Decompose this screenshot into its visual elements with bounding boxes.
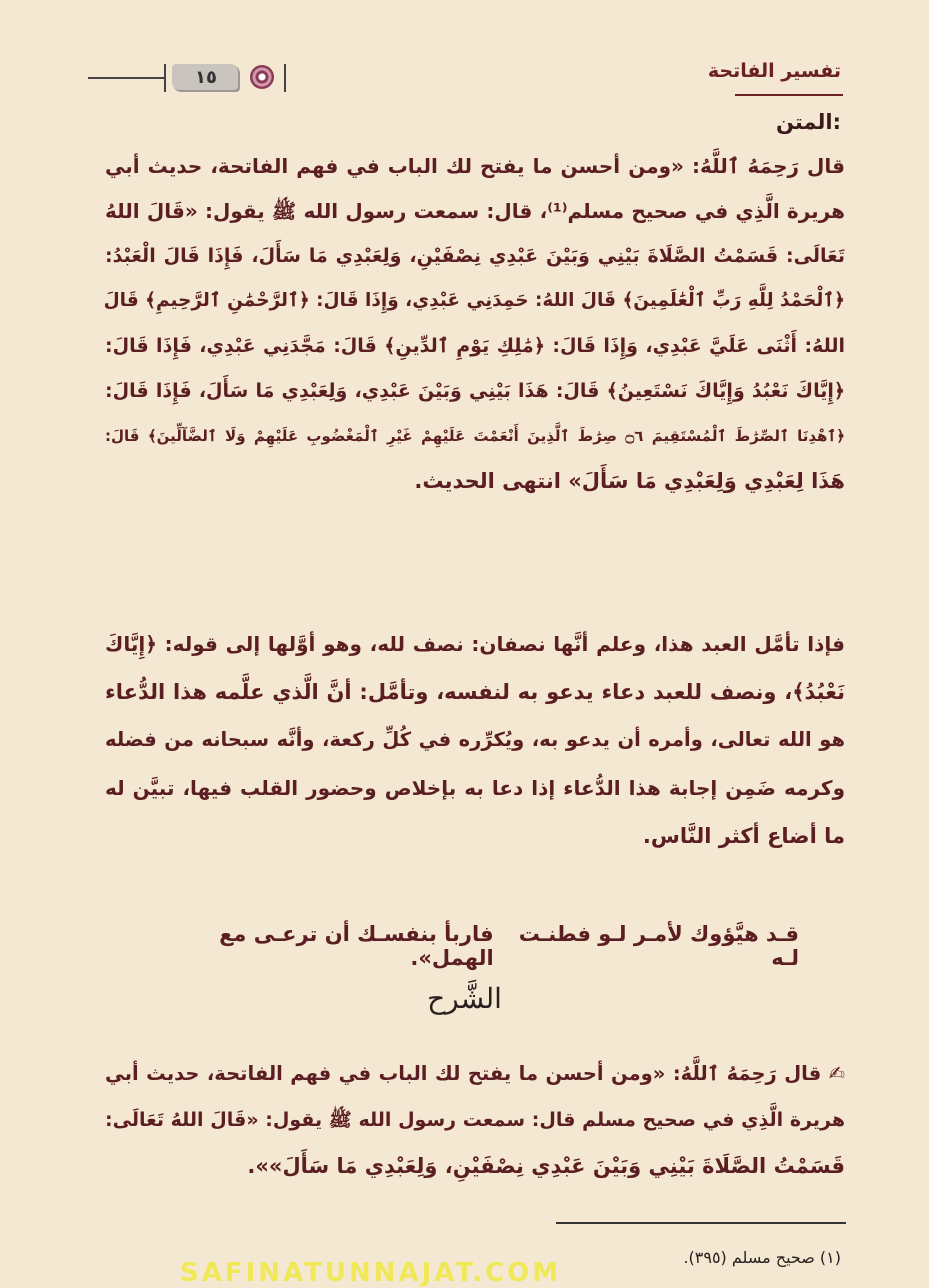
text-line: ﴿إِيَّاكَ نَعْبُدُ وَإِيَّاكَ نَسْتَعِينُ﴾ قَالَ: هَذَا بَيْنِي وَبَيْنَ عَبْدِي، وَلِعَبْدِي مَا سَأَلَ، فَإِذَا قَالَ:	[105, 380, 845, 402]
text-line: هريرة الَّذِي في صحيح مسلم قال: سمعت رسول الله ﷺ يقول: «قَالَ اللهُ تَعَالَى:	[105, 1109, 845, 1131]
text-line: فإذا تأمَّل العبد هذا، وعلم أنَّها نصفان: نصف لله، وهو أوَّلها إلى قوله: ﴿إِيَّاكَ	[105, 632, 845, 656]
header-left-rule	[88, 77, 164, 79]
text-line: نَعْبُدُ﴾، ونصف للعبد دعاء يدعو به لنفسه، وتأمَّل: أنَّ الَّذي علَّمه هذا الدُّعاء	[105, 680, 845, 704]
section-title: المتن:	[775, 110, 841, 134]
running-header-title: تفسير الفاتحة	[707, 60, 841, 82]
text-line: هو الله تعالى، وأمره أن يدعو به، ويُكرِّره في كُلِّ ركعة، وأنَّه سبحانه من فضله	[105, 728, 845, 751]
text-line: هَذَا لِعَبْدِي وَلِعَبْدِي مَا سَأَلَ» انتهى الحديث.	[414, 469, 845, 493]
ornament-icon	[250, 65, 274, 89]
footnote-rule	[556, 1222, 846, 1224]
verse-second-hemistich: فاربأ بنفسـك أن ترعـى مع الهمل».	[219, 922, 494, 970]
sharh-heading: الشَّرح	[427, 982, 502, 1015]
header-divider	[164, 64, 166, 92]
footnote: (١) صحيح مسلم (٣٩٥).	[683, 1248, 841, 1267]
text-line: قال رَحِمَهُ ٱللَّهُ: «ومن أحسن ما يفتح لك الباب في فهم الفاتحة، حديث أبي	[105, 154, 845, 178]
text-line: ﴿ٱهْدِنَا ٱلصِّرَٰطَ ٱلْمُسْتَقِيمَ ۝٦ صِرَٰطَ ٱلَّذِينَ أَنْعَمْتَ عَلَيْهِمْ غَيْرِ ٱلْمَغْضُوبِ عَلَيْهِمْ وَلَا ٱلضَّآلِّينَ﴾ قَالَ:	[105, 427, 846, 445]
text-line: تَعَالَى: قَسَمْتُ الصَّلَاةَ بَيْنِي وَبَيْنَ عَبْدِي نِصْفَيْنِ، وَلِعَبْدِي مَا سَأَلَ، فَإِذَا قَالَ الْعَبْدُ:	[105, 245, 845, 267]
verse-first-hemistich: قـد هيَّؤوك لأمـر لـو فطنـت لـه	[518, 922, 799, 970]
text-line: هريرة الَّذِي في صحيح مسلم⁽¹⁾، قال: سمعت رسول الله ﷺ يقول: «قَالَ اللهُ	[105, 199, 845, 223]
text-line: قَسَمْتُ الصَّلَاةَ بَيْنِي وَبَيْنَ عَبْدِي نِصْفَيْنِ، وَلِعَبْدِي مَا سَأَلَ»».	[247, 1154, 845, 1178]
poem-verse	[140, 922, 799, 970]
header-underline	[735, 94, 843, 96]
text-line: وكرمه ضَمِن إجابة هذا الدُّعاء إذا دعا به بإخلاص وحضور القلب فيها، تبيَّن له	[105, 776, 845, 800]
text-line: ﴿ٱلْحَمْدُ لِلَّهِ رَبِّ ٱلْعَٰلَمِينَ﴾ قَالَ اللهُ: حَمِدَنِي عَبْدِي، وَإِذَا قَالَ: ﴿ٱلرَّحْمَٰنِ ٱلرَّحِيمِ﴾ قَالَ	[103, 290, 845, 311]
text-line: ✍ قال رَحِمَهُ ٱللَّهُ: «ومن أحسن ما يفتح لك الباب في فهم الفاتحة، حديث أبي	[105, 1062, 845, 1085]
page-number: ١٥	[172, 64, 240, 92]
header-divider	[284, 64, 286, 92]
text-line: اللهُ: أَثْنَى عَلَيَّ عَبْدِي، وَإِذَا قَالَ: ﴿مَٰلِكِ يَوْمِ ٱلدِّينِ﴾ قَالَ: مَجَّدَنِي عَبْدِي، فَإِذَا قَالَ:	[105, 335, 845, 357]
text-line: ما أضاع أكثر النَّاس.	[642, 824, 845, 848]
watermark: SAFINATUNNAJAT.COM	[180, 1258, 562, 1288]
